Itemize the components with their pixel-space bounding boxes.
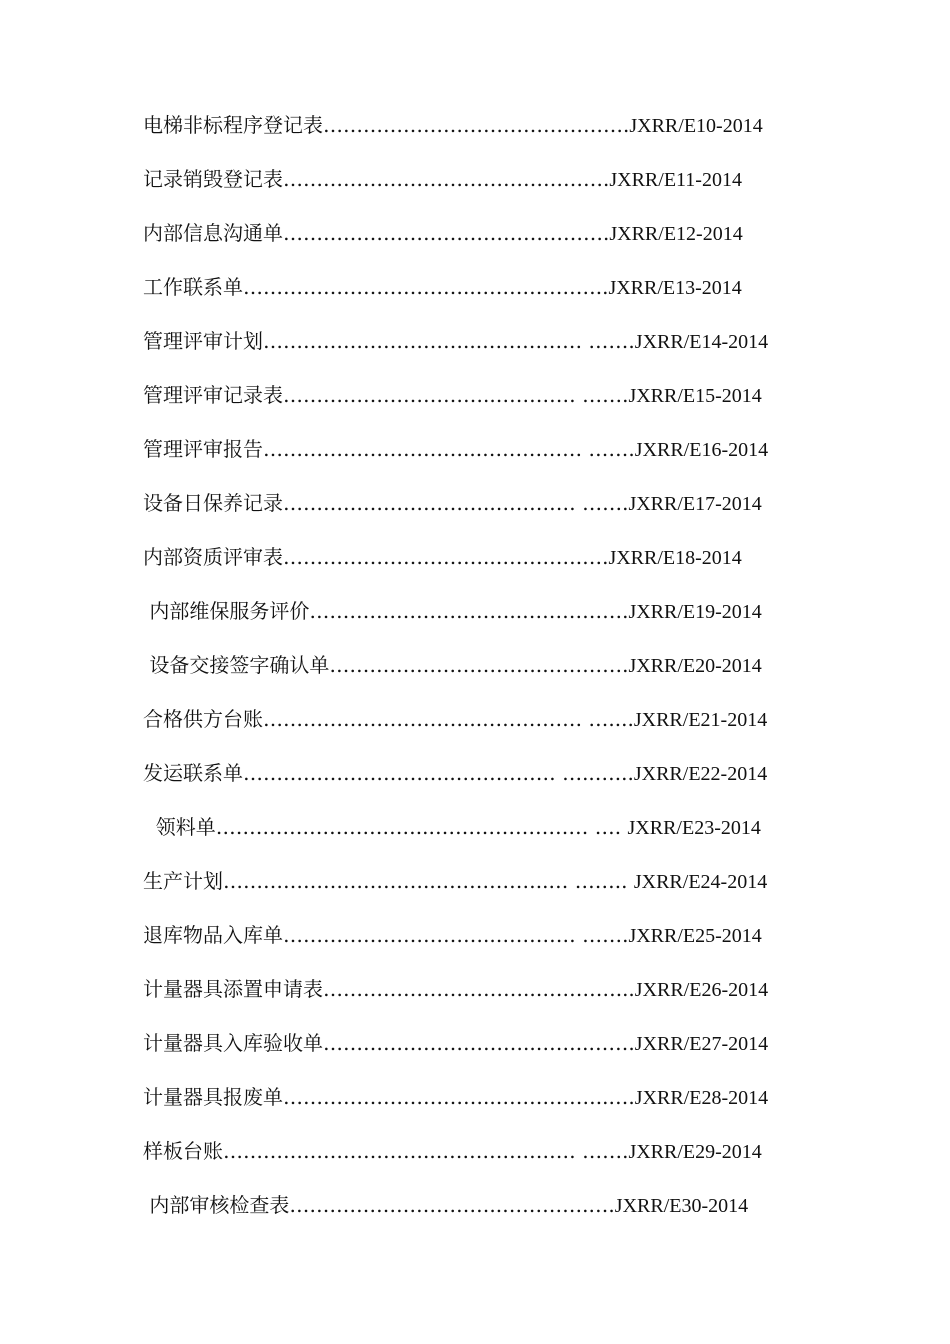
form-code: JXRR/E16-2014 bbox=[634, 439, 769, 461]
dot-leader: …………………………………………. bbox=[283, 221, 610, 245]
form-title: 内部维保服务评价 bbox=[143, 599, 310, 623]
form-title: 工作联系单 bbox=[143, 275, 243, 299]
form-code: JXRR/E22-2014 bbox=[633, 763, 768, 785]
toc-entry bbox=[0, 269, 950, 323]
form-code: JXRR/E25-2014 bbox=[628, 925, 762, 947]
form-code: JXRR/E20-2014 bbox=[628, 655, 762, 677]
form-code: JXRR/E28-2014 bbox=[634, 1087, 769, 1109]
toc-entry bbox=[0, 647, 950, 701]
form-title: 内部资质评审表 bbox=[143, 545, 283, 569]
form-title: 电梯非标程序登记表 bbox=[143, 113, 323, 137]
toc-entry bbox=[0, 1133, 950, 1187]
toc-entry bbox=[0, 539, 950, 593]
dot-leader: …………………………...…………… ……. bbox=[263, 329, 635, 353]
form-code: JXRR/E15-2014 bbox=[628, 385, 762, 407]
toc-entry bbox=[0, 215, 950, 269]
dot-leader: …………………………………………. bbox=[283, 167, 610, 191]
dot-leader: …………………………..……………..… …….. bbox=[223, 869, 634, 893]
toc-entry bbox=[0, 593, 950, 647]
form-code: JXRR/E26-2014 bbox=[634, 979, 769, 1001]
dot-leader: …………………………..…………... bbox=[323, 977, 635, 1001]
form-title: 管理评审计划 bbox=[143, 329, 263, 353]
dot-leader: …………………………..………….…. bbox=[289, 1193, 615, 1217]
form-code: JXRR/E12-2014 bbox=[609, 223, 743, 245]
form-title: 内部信息沟通单 bbox=[143, 221, 283, 245]
toc-entry bbox=[0, 107, 950, 161]
dot-leader: …………………………..………….…. bbox=[283, 545, 609, 569]
toc-entry bbox=[0, 431, 950, 485]
form-title: 内部审核检查表 bbox=[143, 1193, 290, 1217]
toc-entry bbox=[0, 1187, 950, 1241]
toc-entry bbox=[0, 161, 950, 215]
form-title: 发运联系单 bbox=[143, 761, 243, 785]
toc-entry bbox=[0, 755, 950, 809]
form-title: 生产计划 bbox=[143, 869, 223, 893]
form-code: JXRR/E18-2014 bbox=[608, 547, 742, 569]
dot-leader: …………………………..………… ……. bbox=[283, 383, 629, 407]
toc-entry bbox=[0, 1025, 950, 1079]
form-title: 合格供方台账 bbox=[143, 707, 263, 731]
toc-entry bbox=[0, 377, 950, 431]
form-title: 设备交接签字确认单 bbox=[143, 653, 330, 677]
dot-leader: …………………………..…………………… …. bbox=[215, 815, 628, 839]
toc-entry bbox=[0, 971, 950, 1025]
toc-entry bbox=[0, 863, 950, 917]
dot-leader: …………………………..…………… …..…... bbox=[243, 761, 634, 785]
form-title: 计量器具入库验收单 bbox=[143, 1031, 323, 1055]
form-index-list bbox=[0, 107, 950, 1241]
form-title: 退库物品入库单 bbox=[143, 923, 283, 947]
dot-leader: …………………………...…………… ……. bbox=[263, 437, 635, 461]
form-code: JXRR/E14-2014 bbox=[634, 331, 769, 353]
form-title: 计量器具报废单 bbox=[143, 1085, 283, 1109]
form-code: JXRR/E23-2014 bbox=[627, 817, 761, 839]
toc-entry bbox=[0, 917, 950, 971]
toc-entry bbox=[0, 323, 950, 377]
toc-entry bbox=[0, 701, 950, 755]
form-title: 管理评审记录表 bbox=[143, 383, 283, 407]
form-code: JXRR/E19-2014 bbox=[628, 601, 762, 623]
dot-leader: ………………………………………. bbox=[323, 113, 630, 137]
form-code: JXRR/E24-2014 bbox=[633, 871, 768, 893]
dot-leader: …………………………..………………… ……. bbox=[223, 1139, 629, 1163]
dot-leader: …………………………..………… ……. bbox=[283, 491, 629, 515]
form-code: JXRR/E29-2014 bbox=[628, 1141, 762, 1163]
dot-leader: …………………………...…………… ….... bbox=[263, 707, 634, 731]
form-code: JXRR/E27-2014 bbox=[634, 1033, 769, 1055]
form-code: JXRR/E17-2014 bbox=[628, 493, 762, 515]
form-title: 记录销毁登记表 bbox=[143, 167, 283, 191]
form-title: 设备日保养记录 bbox=[143, 491, 283, 515]
form-code: JXRR/E13-2014 bbox=[608, 277, 742, 299]
dot-leader: …………………………..……………. bbox=[309, 599, 629, 623]
dot-leader: …………………………..………… ……. bbox=[283, 923, 629, 947]
toc-entry bbox=[0, 485, 950, 539]
dot-leader: …………………………..……………..…. bbox=[283, 1085, 635, 1109]
form-title: 样板台账 bbox=[143, 1139, 223, 1163]
form-title: 领料单 bbox=[143, 815, 216, 839]
form-code: JXRR/E10-2014 bbox=[629, 115, 763, 137]
toc-entry bbox=[0, 1079, 950, 1133]
toc-entry bbox=[0, 809, 950, 863]
dot-leader: ……………………………..……………….. bbox=[243, 275, 609, 299]
dot-leader: …………………………..……..……. bbox=[323, 1031, 635, 1055]
dot-leader: …………………………..…………. bbox=[329, 653, 629, 677]
form-code: JXRR/E21-2014 bbox=[633, 709, 768, 731]
form-title: 管理评审报告 bbox=[143, 437, 263, 461]
form-code: JXRR/E11-2014 bbox=[609, 169, 742, 191]
form-title: 计量器具添置申请表 bbox=[143, 977, 323, 1001]
form-code: JXRR/E30-2014 bbox=[614, 1195, 749, 1217]
